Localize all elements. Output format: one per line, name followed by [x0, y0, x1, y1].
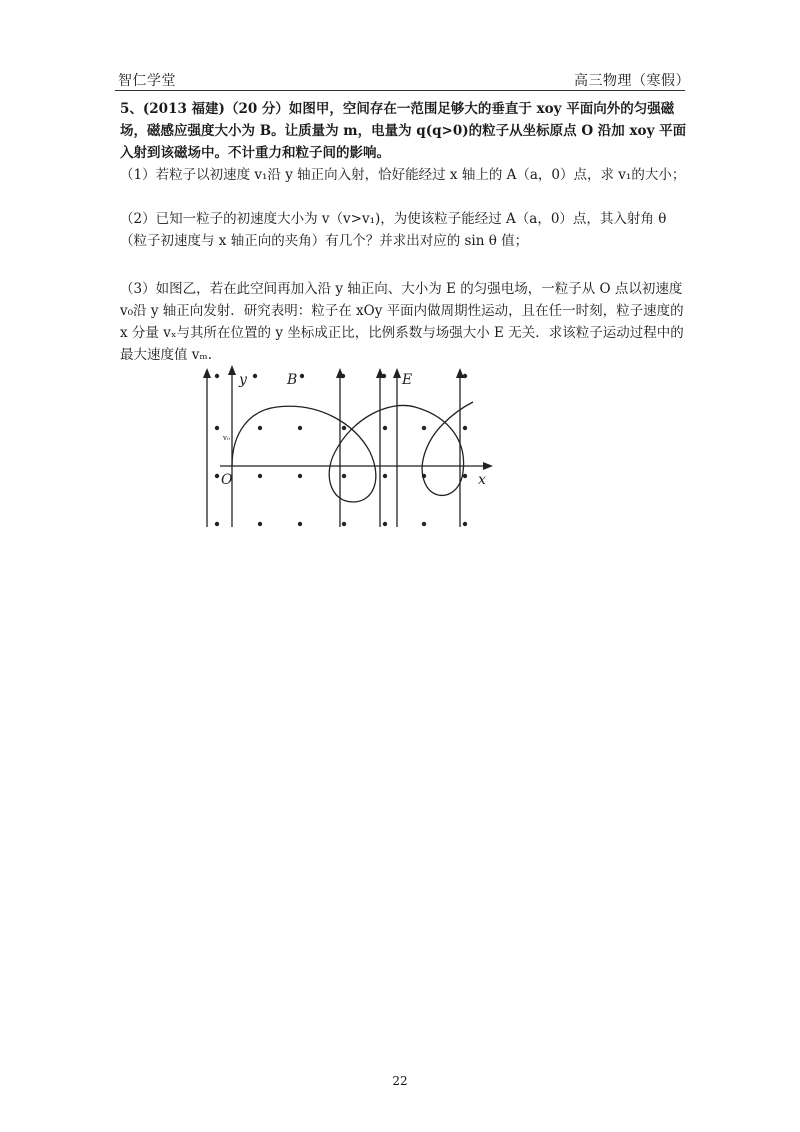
header-divider: [115, 90, 685, 91]
label-x: x: [478, 472, 486, 488]
figure-yi-diagram: [175, 362, 495, 537]
trajectory-curve: [232, 402, 473, 502]
header-school-name: 智仁学堂: [118, 73, 176, 89]
page-number: 22: [392, 1074, 408, 1088]
label-v0: v₀: [223, 434, 230, 442]
header-course-title: 高三物理（寒假）: [574, 73, 690, 89]
field-dots: [215, 374, 467, 526]
label-O: O: [221, 472, 233, 488]
label-B: B: [287, 372, 298, 388]
problem-stem: 5、(2013 福建)（20 分）如图甲，空间存在一范围足够大的垂直于 xoy 平面向外的匀强磁场，磁感应强度大小为 B。让质量为 m，电量为 q(q>0)的粒子从坐标原点 O 沿加 xoy 平面入射到该磁场中。不计重力和粒子间的影响。: [120, 101, 687, 161]
problem-part-2: （2）已知一粒子的初速度大小为 v（v>v₁)，为使该粒子能经过 A（a，0）点，其入射角 θ（粒子初速度与 x 轴正向的夹角）有几个？并求出对应的 sin θ 值；: [120, 211, 667, 249]
label-y: y: [239, 372, 247, 388]
problem-block: [120, 98, 688, 366]
label-E: E: [402, 372, 413, 388]
problem-part-3: （3）如图乙，若在此空间再加入沿 y 轴正向、大小为 E 的匀强电场，一粒子从 O 点以初速度 v₀沿 y 轴正向发射．研究表明：粒子在 xOy 平面内做周期性运动，且在任一时刻，粒子速度的 x 分量 vₓ与其所在位置的 y 坐标成正比，比例系数与场强大小 E 无关．求该粒子运动过程中的最大速度值 vₘ.: [120, 281, 684, 363]
problem-part-1: （1）若粒子以初速度 v₁沿 y 轴正向入射，恰好能经过 x 轴上的 A（a，0）点，求 v₁的大小；: [120, 167, 686, 183]
